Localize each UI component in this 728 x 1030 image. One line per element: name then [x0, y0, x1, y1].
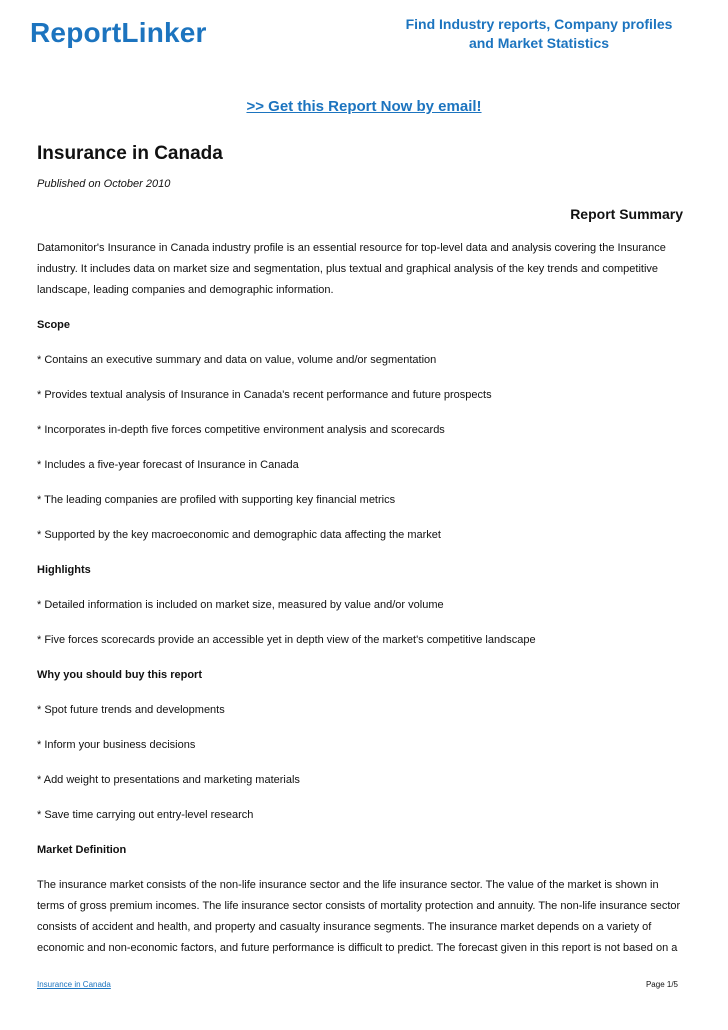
why-buy-item: * Spot future trends and developments — [37, 704, 225, 716]
why-buy-item: * Save time carrying out entry-level research — [37, 809, 254, 821]
market-definition-heading: Market Definition — [37, 844, 127, 856]
reportlinker-logo[interactable]: ReportLinker — [30, 17, 207, 48]
scope-item: * The leading companies are profiled with supporting key financial metrics — [37, 494, 396, 506]
why-buy-heading: Why you should buy this report — [37, 669, 202, 681]
scope-item: * Incorporates in-depth five forces competitive environment analysis and scorecards — [37, 424, 445, 436]
scope-item: * Contains an executive summary and data on value, volume and/or segmentation — [37, 354, 437, 366]
page-number: Page 1/5 — [645, 980, 678, 989]
get-report-email-link[interactable]: >> Get this Report Now by email! — [246, 98, 482, 115]
scope-heading: Scope — [37, 319, 71, 331]
report-content — [37, 238, 687, 973]
highlight-item: * Detailed information is included on market size, measured by value and/or volume — [37, 599, 444, 611]
highlights-heading: Highlights — [37, 564, 91, 576]
footer-report-link[interactable]: Insurance in Canada — [37, 980, 111, 989]
why-buy-item: * Inform your business decisions — [37, 739, 196, 751]
scope-item: * Provides textual analysis of Insurance in Canada's recent performance and future prospects — [37, 389, 492, 401]
scope-item: * Supported by the key macroeconomic and demographic data affecting the market — [37, 529, 441, 541]
published-date: Published on October 2010 — [37, 178, 171, 190]
report-summary-heading: Report Summary — [570, 206, 683, 222]
header-tagline — [374, 15, 704, 53]
scope-item: * Includes a five-year forecast of Insurance in Canada — [37, 459, 299, 471]
highlight-item: * Five forces scorecards provide an accessible yet in depth view of the market's competitive landscape — [37, 634, 536, 646]
tagline-line-1: Find Industry reports, Company profiles — [405, 16, 673, 32]
intro-paragraph: Datamonitor's Insurance in Canada industry profile is an essential resource for top-level data and analysis covering the Insurance industry. It includes data on market size and segmentation, plus textual and graphical analysis of the key trends and competitive landscape, leading companies and demographic information. — [37, 242, 666, 296]
market-definition-paragraph: The insurance market consists of the non-life insurance sector and the life insurance sector. The value of the market is shown in terms of gross premium incomes. The life insurance sector consists of mortality protection and annuity. The non-life insurance sector consists of accident and health, and property and casualty insurance segments. The insurance market depends on a variety of economic and non-economic factors, and future performance is difficult to predict. The forecast given in this report is not based on a — [37, 879, 681, 954]
report-title: Insurance in Canada — [37, 143, 223, 164]
why-buy-item: * Add weight to presentations and marketing materials — [37, 774, 300, 786]
tagline-line-2: and Market Statistics — [468, 35, 610, 51]
